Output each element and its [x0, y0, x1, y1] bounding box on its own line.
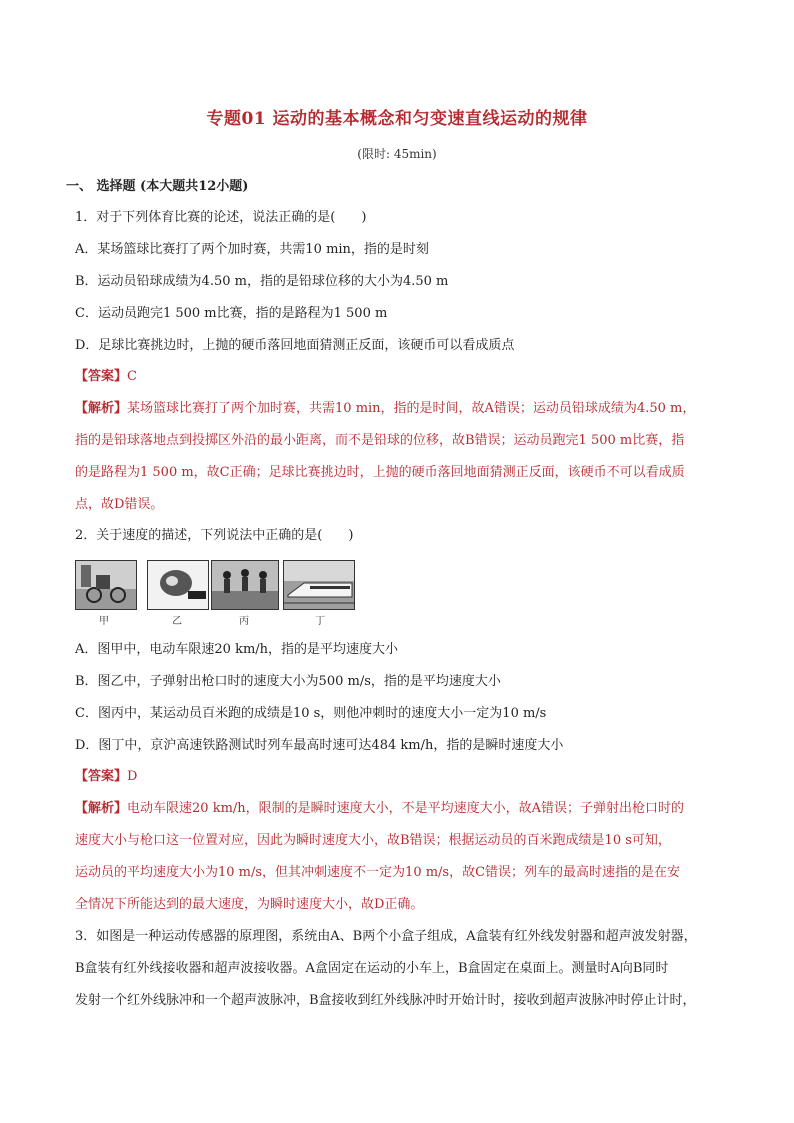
q2-explain-line-3: 运动员的平均速度大小为10 m/s，但其冲刺速度不一定为10 m/s，故C错误；列车的最高时速指的是在安	[75, 865, 681, 880]
q2-option-c: C．图丙中，某运动员百米跑的成绩是10 s，则他冲刺时的速度大小一定为10 m/s	[75, 706, 547, 721]
caption-ding: 丁	[315, 616, 325, 627]
explain-text: 某场篮球比赛打了两个加时赛，共需10 min，指的是时间，故A错误；运动员铅球成绩为4.50 m，	[127, 401, 696, 416]
q1-explain-line-1	[75, 399, 725, 419]
q1-option-a: A．某场篮球比赛打了两个加时赛，共需10 min，指的是时刻	[75, 242, 429, 257]
q3-line-3: 发射一个红外线脉冲和一个超声波脉冲，B盒接收到红外线脉冲时开始计时，接收到超声波脉冲时停止计时，	[75, 993, 696, 1008]
q2-explain-line-4: 全情况下所能达到的最大速度，为瞬时速度大小，故D正确。	[75, 897, 424, 912]
q1-stem: 1．对于下列体育比赛的论述，说法正确的是( )	[75, 210, 367, 225]
q3-line-1: 3．如图是一种运动传感器的原理图，系统由A、B两个小盒子组成，A盒装有红外线发射器和超声波发射器，	[75, 929, 697, 944]
answer-tag: 【答案】	[75, 769, 128, 784]
explain-tag: 【解析】	[75, 401, 128, 416]
photo-bing	[211, 560, 279, 610]
answer-tag: 【答案】	[75, 369, 128, 384]
page-title: 专题01 运动的基本概念和匀变速直线运动的规律	[206, 109, 588, 129]
answer-value: C	[127, 369, 137, 384]
q2-option-a: A．图甲中，电动车限速20 km/h，指的是平均速度大小	[75, 642, 399, 657]
q2-stem: 2．关于速度的描述，下列说法中正确的是( )	[75, 528, 354, 543]
photo-ding	[283, 560, 355, 610]
q2-answer	[75, 767, 725, 787]
q2-explain-line-1	[75, 799, 725, 819]
photo-yi	[147, 560, 209, 610]
q1-explain-line-3: 的是路程为1 500 m，故C正确；足球比赛挑边时，上抛的硬币落回地面猜测正反面，该硬币不可以看成质	[75, 465, 685, 480]
q1-explain-line-4: 点，故D错误。	[75, 497, 164, 512]
q1-explain-line-2: 指的是铅球落地点到投掷区外沿的最小距离，而不是铅球的位移，故B错误；运动员跑完1 500 m比赛，指	[75, 433, 685, 448]
caption-yi: 乙	[172, 616, 182, 627]
photo-jia	[75, 560, 137, 610]
q2-explain-line-2: 速度大小与枪口这一位置对应，因此为瞬时速度大小，故B错误；根据运动员的百米跑成绩是10 s可知，	[75, 833, 671, 848]
q1-option-d: D．足球比赛挑边时，上抛的硬币落回地面猜测正反面，该硬币可以看成质点	[75, 338, 515, 353]
time-limit: (限时: 45min)	[357, 147, 437, 161]
q3-line-2: B盒装有红外线接收器和超声波接收器。A盒固定在运动的小车上，B盒固定在桌面上。测量时A向B同时	[75, 961, 669, 976]
answer-value: D	[127, 769, 138, 784]
q1-option-c: C．运动员跑完1 500 m比赛，指的是路程为1 500 m	[75, 306, 388, 321]
q1-answer	[75, 367, 725, 387]
q2-option-b: B．图乙中，子弹射出枪口时的速度大小为500 m/s，指的是平均速度大小	[75, 674, 501, 689]
caption-bing: 丙	[239, 616, 249, 627]
q1-option-b: B．运动员铅球成绩为4.50 m，指的是铅球位移的大小为4.50 m	[75, 274, 449, 289]
q2-option-d: D．图丁中，京沪高速铁路测试时列车最高时速可达484 km/h，指的是瞬时速度大小	[75, 738, 564, 753]
explain-text: 电动车限速20 km/h，限制的是瞬时速度大小，不是平均速度大小，故A错误；子弹射出枪口时的	[127, 801, 685, 816]
section-heading: 一、 选择题 (本大题共12小题)	[66, 179, 249, 194]
explain-tag: 【解析】	[75, 801, 128, 816]
caption-jia: 甲	[99, 616, 109, 627]
